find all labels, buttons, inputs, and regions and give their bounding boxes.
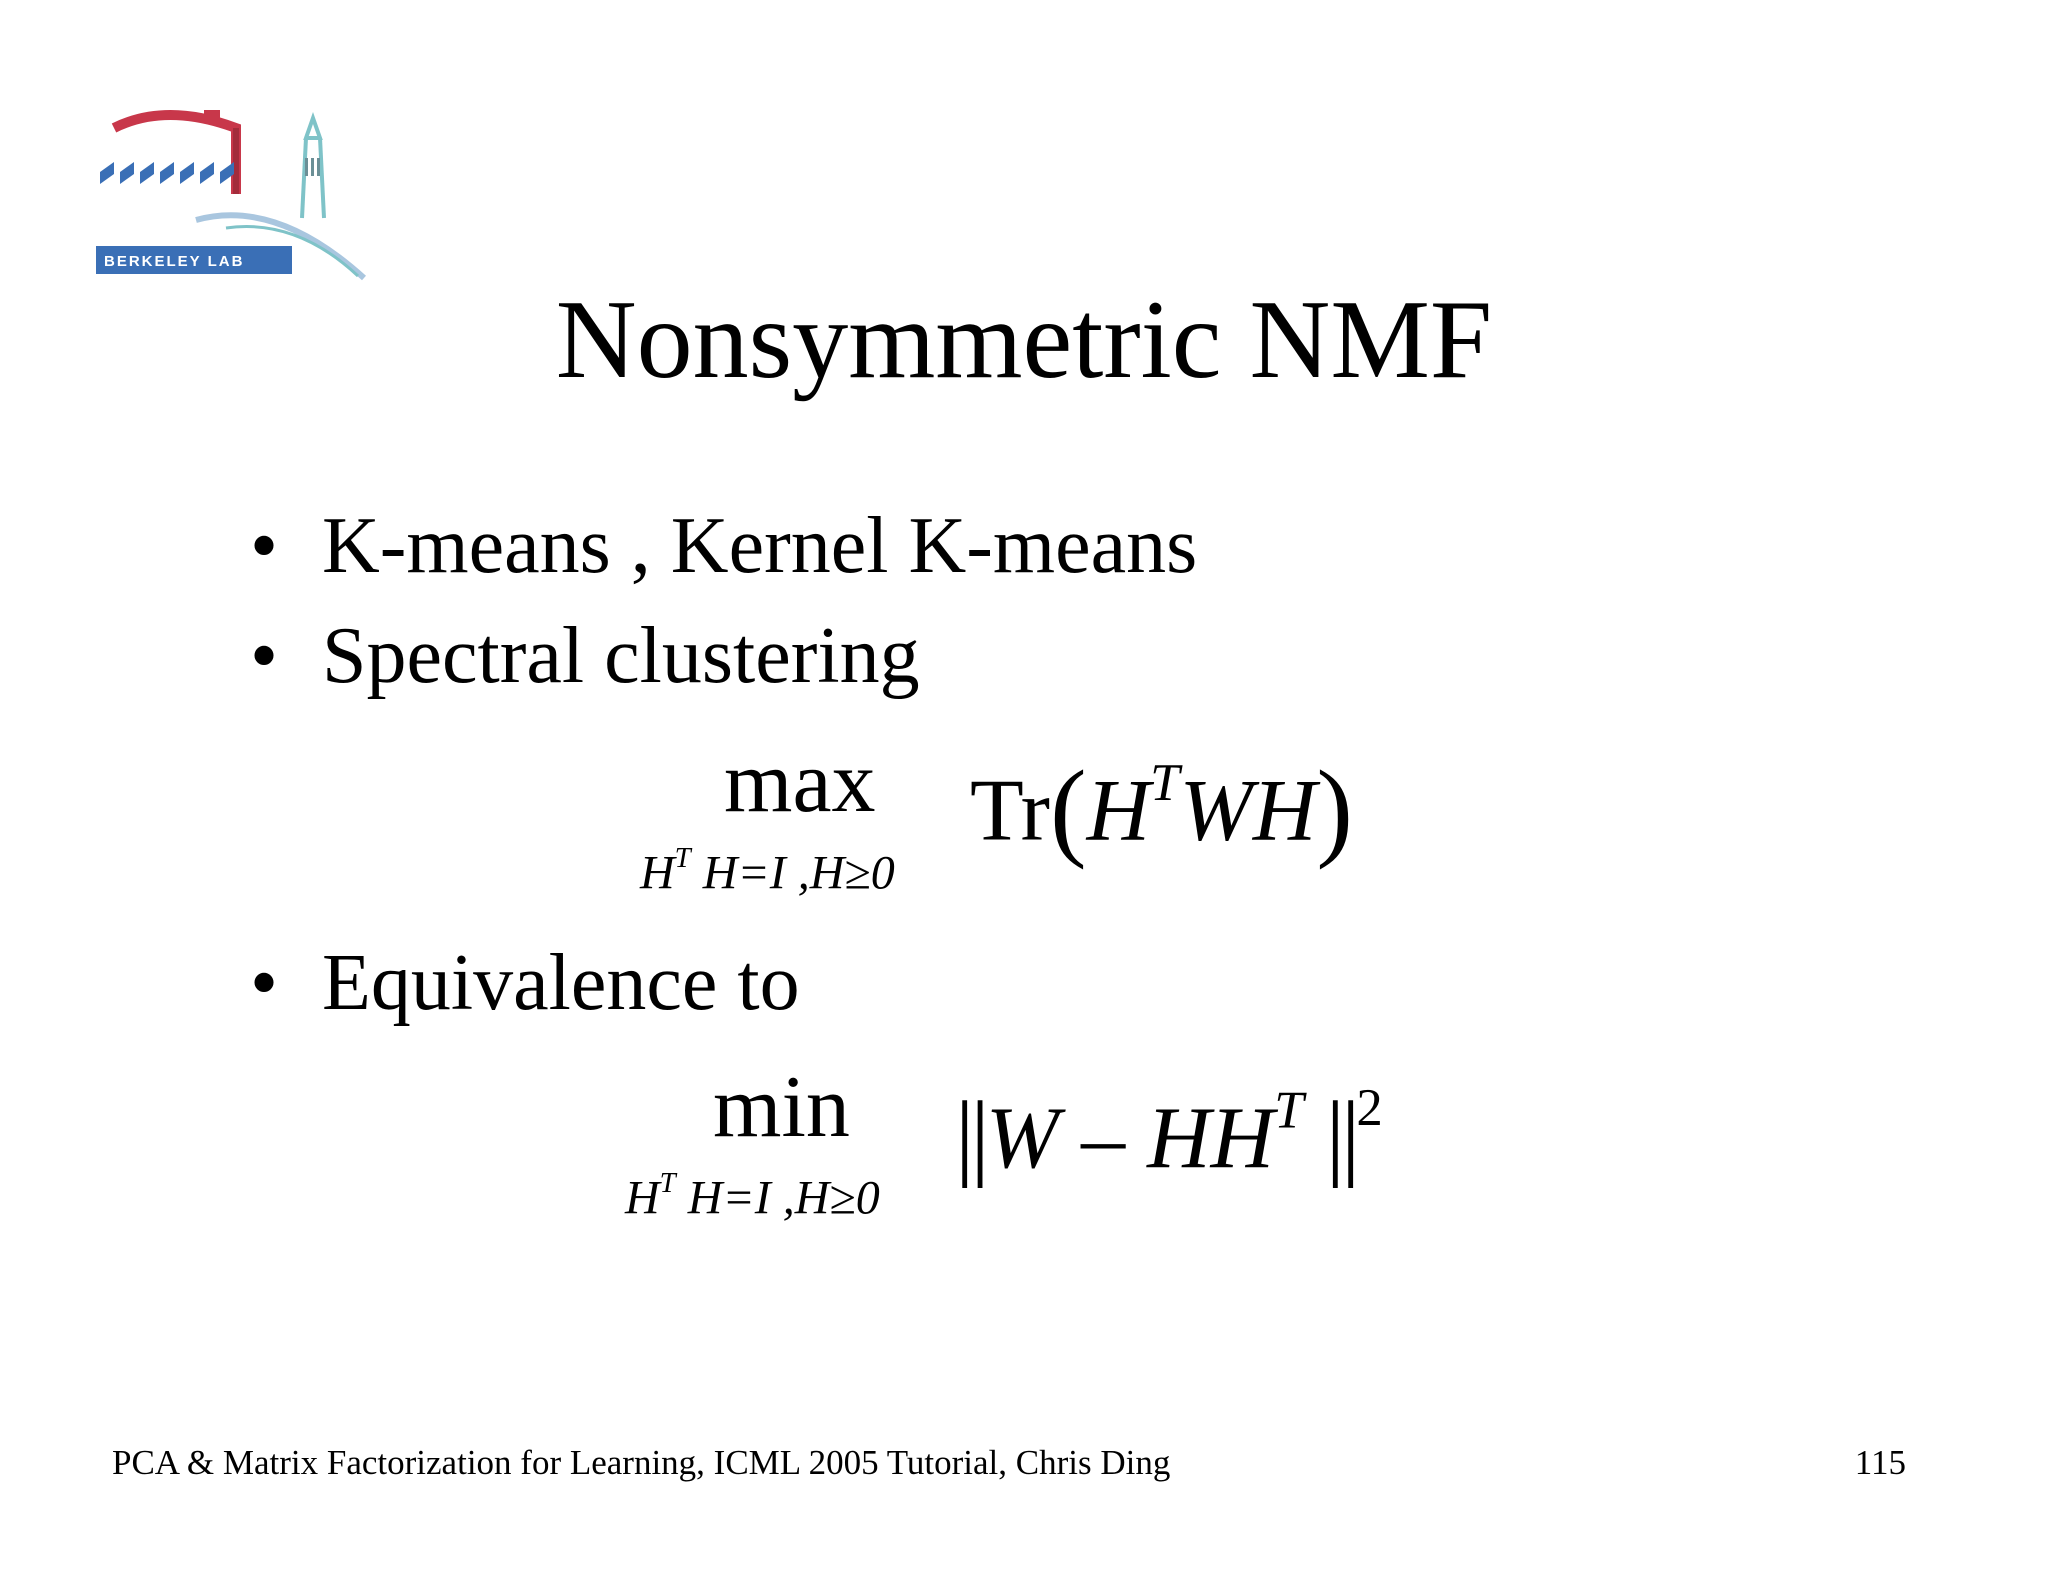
equation-max-trace xyxy=(640,734,1440,900)
berkeley-lab-logo-graphic xyxy=(96,108,366,284)
math-constraint: $H^T$ H=I ,H≥0 xyxy=(640,842,895,900)
bullet-glyph: • xyxy=(250,502,279,590)
bullet-item-equivalence xyxy=(250,937,800,1029)
math-expression-trace: $Tr(H^TWH)$ xyxy=(970,748,1354,871)
footer-citation: PCA & Matrix Factorization for Learning, ICML 2005 Tutorial, Chris Ding xyxy=(112,1443,1171,1482)
bullet-text: Equivalence to xyxy=(322,939,800,1027)
equation-min-norm xyxy=(625,1059,1485,1225)
page-number: 115 xyxy=(1854,1443,1906,1482)
bullet-item-kmeans xyxy=(250,500,1197,592)
math-constraint: $H^T$ H=I ,H≥0 xyxy=(625,1167,880,1225)
math-operator-min: min xyxy=(713,1059,850,1156)
slide-title: Nonsymmetric NMF xyxy=(555,278,1493,402)
bullet-glyph: • xyxy=(250,939,279,1027)
bullet-glyph: • xyxy=(250,612,279,700)
bullet-item-spectral xyxy=(250,610,920,702)
logo-label: BERKELEY LAB xyxy=(104,253,245,270)
bullet-text: Spectral clustering xyxy=(322,612,920,700)
berkeley-lab-logo xyxy=(96,108,366,284)
bullet-text: K-means , Kernel K-means xyxy=(322,502,1198,590)
math-expression-norm: $||W - HH^T$ $||^2$ xyxy=(955,1079,1383,1189)
math-operator-max: max xyxy=(724,734,876,831)
